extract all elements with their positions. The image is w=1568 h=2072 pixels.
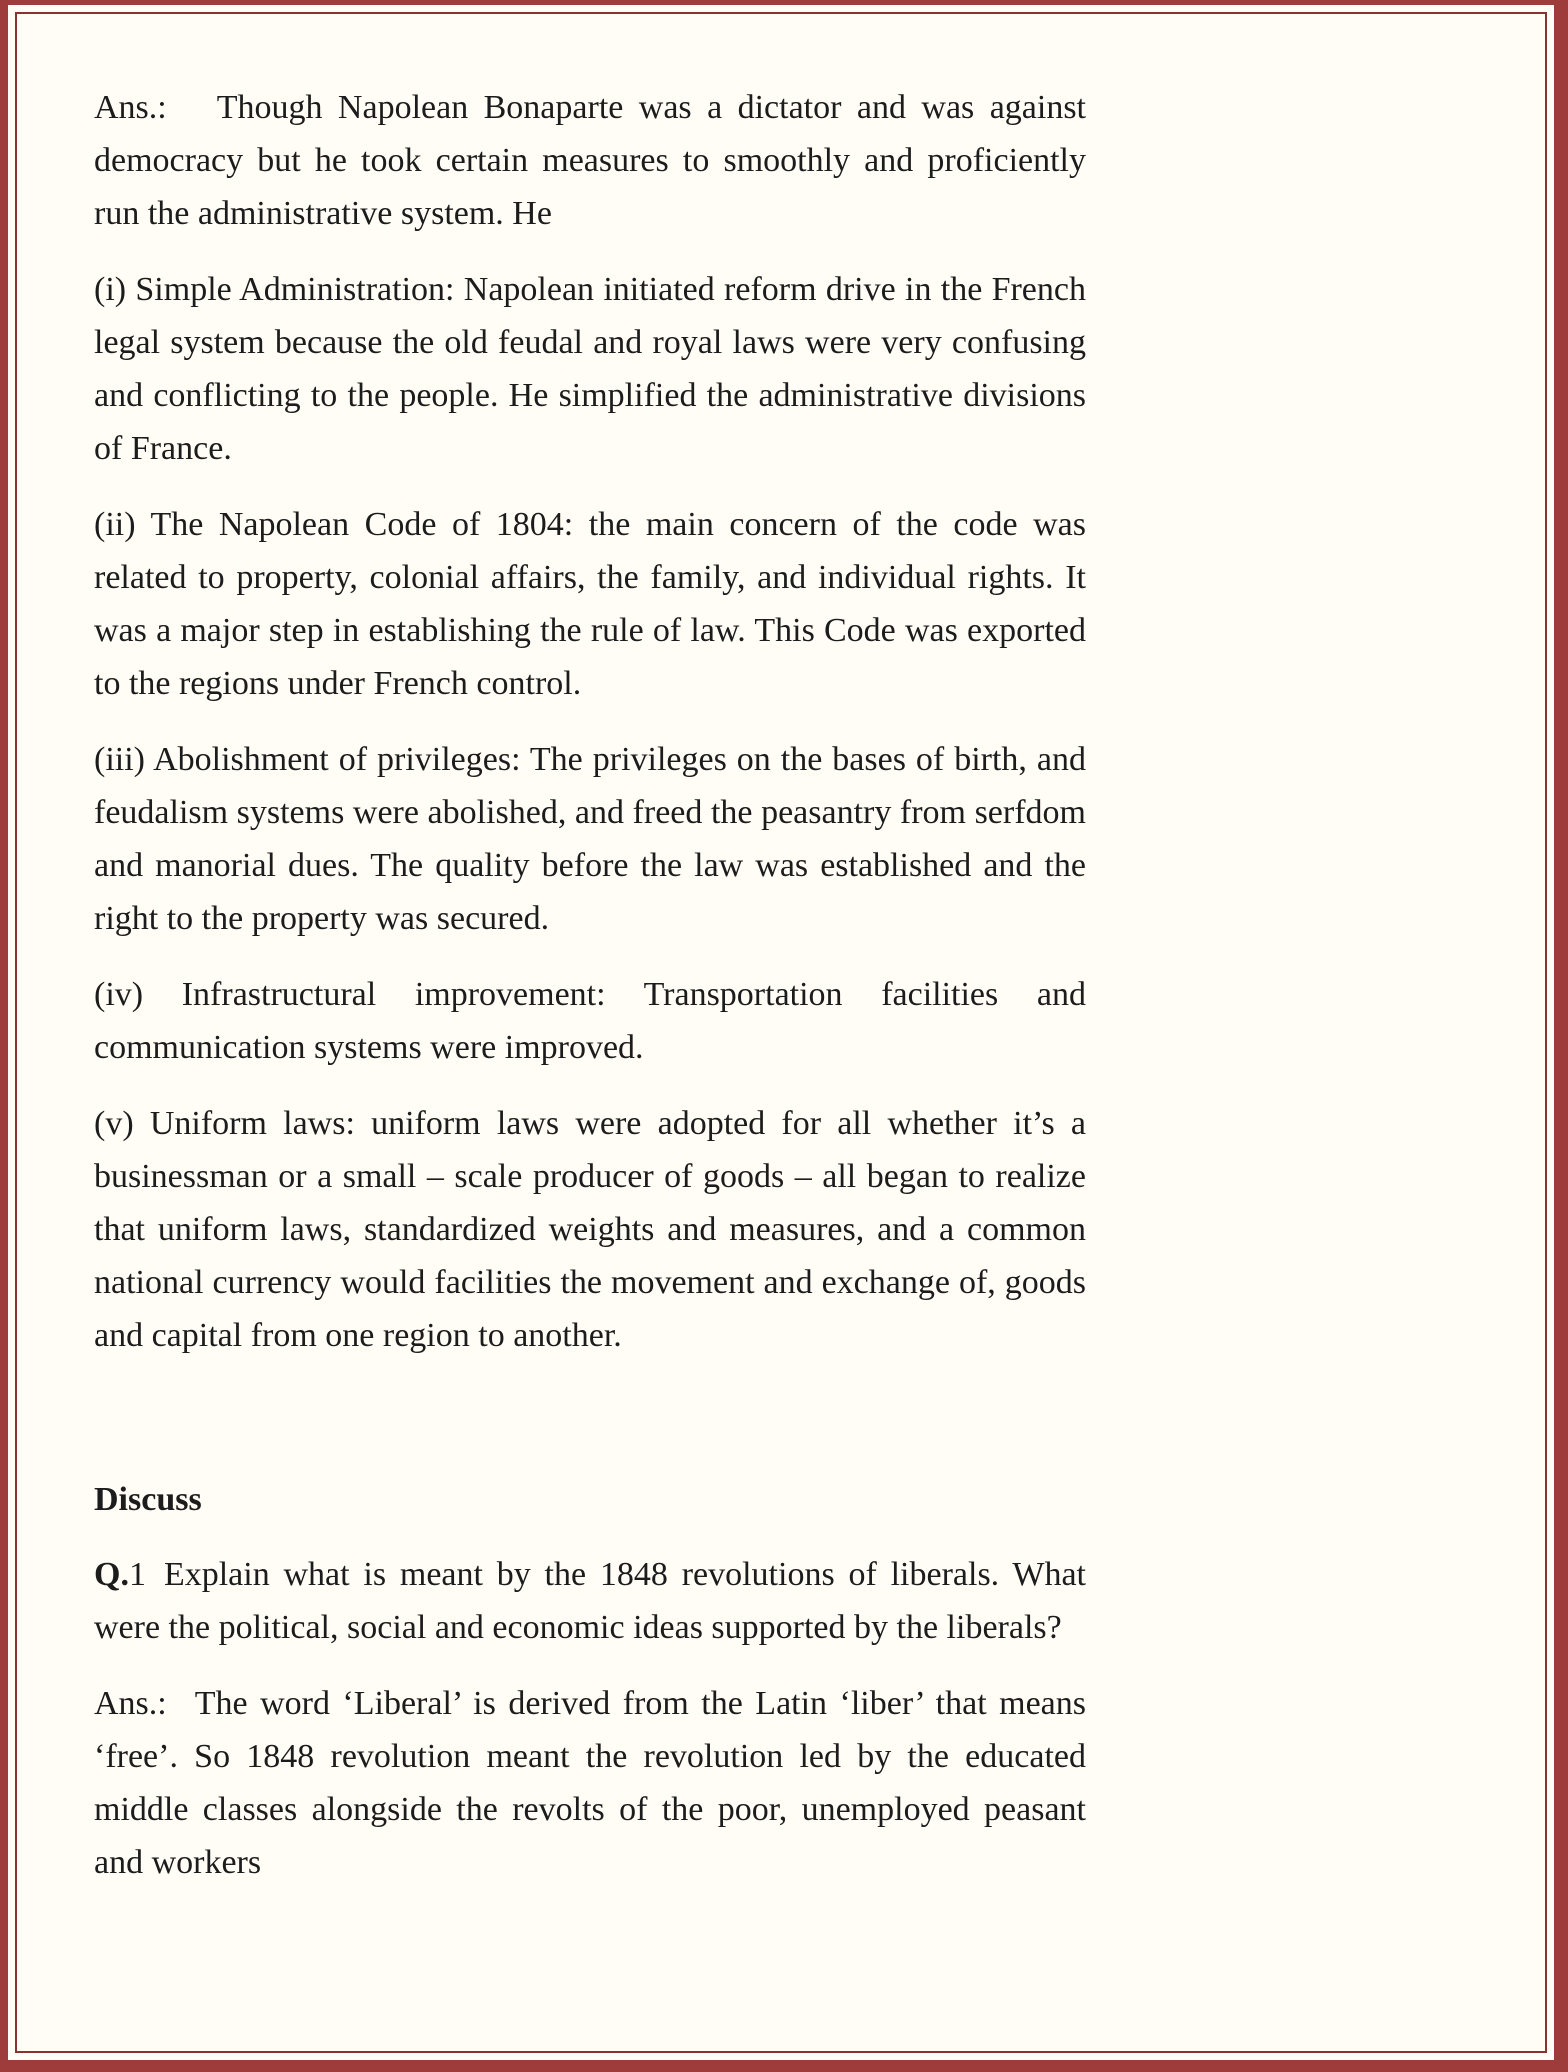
answer-text: The word ‘Liberal’ is derived from the Latin ‘liber’ that means ‘free’. So 1848 revolution meant the revolution led by the educated middle classes alongside the revolts of the poor, unemployed peasant and workers [94,1685,1086,1881]
paragraph-point-iv [94,968,1086,1074]
answer-label: Ans.: [94,1685,167,1722]
paragraph-answer-napoleon [94,81,1086,240]
answer-text: Though Napolean Bonaparte was a dictator and was against democracy but he took certain measures to smoothly and proficiently run the administrative system. He [94,89,1086,232]
paragraph-point-i [94,263,1086,475]
paragraph-point-ii [94,498,1086,710]
point-i-text: (i) Simple Administration: Napolean initiated reform drive in the French legal system because the old feudal and royal laws were very confusing and conflicting to the people. He simplified the administrative divisions of France. [94,271,1086,467]
document-content [94,81,1086,1912]
paragraph-point-v [94,1097,1086,1362]
paragraph-answer-liberal [94,1677,1086,1889]
paragraph-point-iii [94,733,1086,945]
paragraph-question-1 [94,1548,1086,1654]
point-iii-text: (iii) Abolishment of privileges: The privileges on the bases of birth, and feudalism systems were abolished, and freed the peasantry from serfdom and manorial dues. The quality before the law was established and the right to the property was secured. [94,741,1086,937]
point-v-text: (v) Uniform laws: uniform laws were adopted for all whether it’s a businessman or a small – scale producer of goods – all began to realize that uniform laws, standardized weights and measures, and a common national currency would facilities the movement and exchange of, goods and capital from one region to another. [94,1105,1086,1354]
page-sheet [8,5,1554,2060]
question-label: Q. [94,1556,129,1593]
question-text: Explain what is meant by the 1848 revolutions of liberals. What were the political, social and economic ideas supported by the liberals? [94,1556,1086,1646]
point-ii-text: (ii) The Napolean Code of 1804: the main concern of the code was related to property, colonial affairs, the family, and individual rights. It was a major step in establishing the rule of law. This Code was exported to the regions under French control. [94,506,1086,702]
point-iv-text: (iv) Infrastructural improvement: Transportation facilities and communication systems were improved. [94,976,1086,1066]
question-number: 1 [128,1556,146,1593]
section-heading-discuss: Discuss [94,1481,202,1518]
answer-label: Ans.: [94,89,167,126]
